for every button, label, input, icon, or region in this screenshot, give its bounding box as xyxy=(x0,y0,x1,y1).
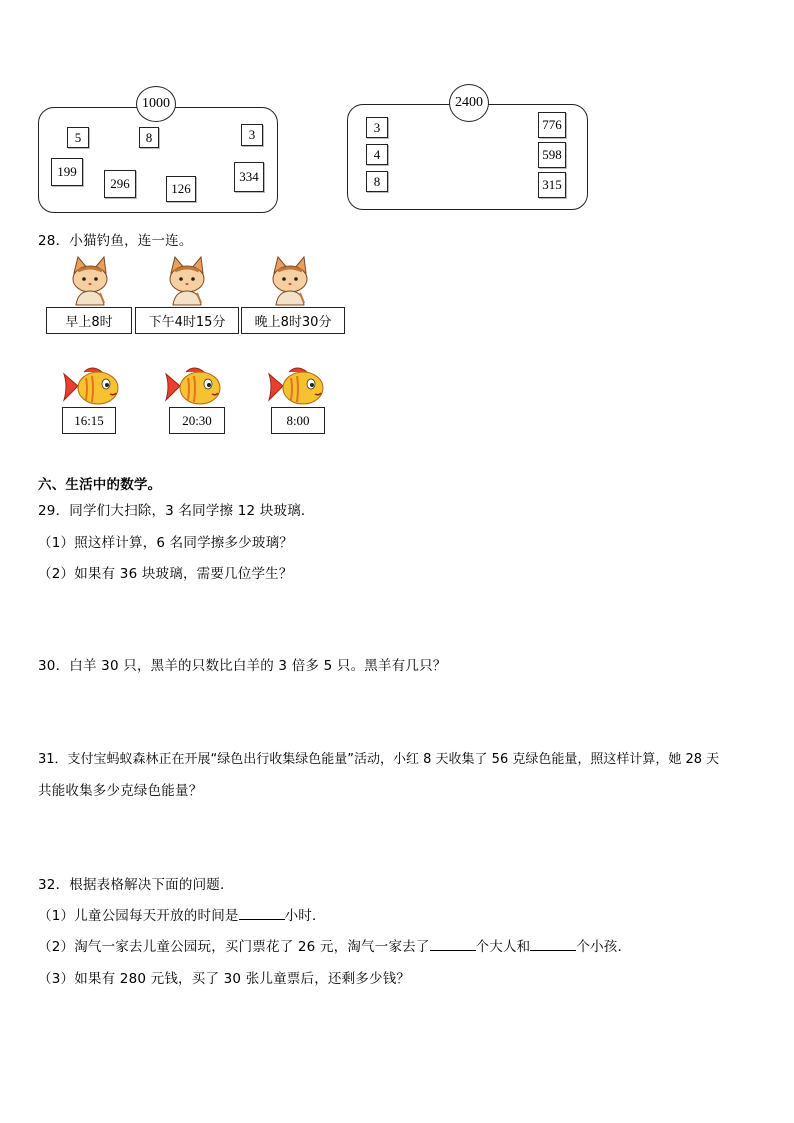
number-card-8[interactable]: 8 xyxy=(139,127,159,148)
number-card-199[interactable]: 199 xyxy=(51,158,83,186)
number-card-8-right[interactable]: 8 xyxy=(366,171,388,192)
fish-time-label-2[interactable]: 20:30 xyxy=(169,407,225,434)
answer-blank-adults[interactable] xyxy=(430,938,476,951)
number-card-776[interactable]: 776 xyxy=(538,112,566,138)
cat-icon xyxy=(66,255,114,307)
number-card-3-right[interactable]: 3 xyxy=(366,117,388,138)
number-card-3[interactable]: 3 xyxy=(241,124,263,146)
number-card-296[interactable]: 296 xyxy=(104,170,136,198)
q32-sub2-text-a: （2）淘气一家去儿童公园玩，买门票花了 26 元，淘气一家去了 xyxy=(38,939,430,955)
q29-sub1: （1）照这样计算，6 名同学擦多少玻璃？ xyxy=(38,535,293,551)
q32-stem: 32．根据表格解决下面的问题． xyxy=(38,877,234,893)
target-circle-2400: 2400 xyxy=(449,84,489,122)
q32-sub1-text-b: 小时． xyxy=(284,908,326,924)
cat-time-label-2[interactable]: 下午4时15分 xyxy=(135,307,239,334)
q28-title: 28．小猫钓鱼，连一连。 xyxy=(38,233,193,249)
q31-line2: 共能收集多少克绿色能量？ xyxy=(38,783,203,799)
number-card-315[interactable]: 315 xyxy=(538,172,566,198)
number-card-598[interactable]: 598 xyxy=(538,142,566,168)
q32-sub2 xyxy=(38,935,631,955)
target-circle-1000: 1000 xyxy=(136,86,176,122)
cat-time-label-1[interactable]: 早上8时 xyxy=(46,307,132,334)
cat-icon xyxy=(163,255,211,307)
fish-time-label-1[interactable]: 16:15 xyxy=(62,407,116,434)
section-6-title: 六、生活中的数学。 xyxy=(38,477,162,493)
fish-icon xyxy=(164,366,224,408)
q32-sub2-text-b: 个大人和 xyxy=(475,939,531,955)
number-card-126[interactable]: 126 xyxy=(166,176,196,202)
number-card-4[interactable]: 4 xyxy=(366,144,388,165)
q29-sub2: （2）如果有 36 块玻璃，需要几位学生？ xyxy=(38,566,293,582)
number-card-334[interactable]: 334 xyxy=(234,162,264,192)
q32-sub3: （3）如果有 280 元钱，买了 30 张儿童票后，还剩多少钱？ xyxy=(38,971,411,987)
q29-stem: 29．同学们大扫除，3 名同学擦 12 块玻璃． xyxy=(38,503,315,519)
cat-icon xyxy=(266,255,314,307)
q32-sub1 xyxy=(38,904,326,924)
fish-icon xyxy=(62,366,122,408)
fish-icon xyxy=(267,366,327,408)
number-card-5[interactable]: 5 xyxy=(67,127,89,148)
cat-time-label-3[interactable]: 晚上8时30分 xyxy=(241,307,345,334)
fish-time-label-3[interactable]: 8:00 xyxy=(271,407,325,434)
q32-sub1-text-a: （1）儿童公园每天开放的时间是 xyxy=(38,908,239,924)
q30-stem: 30．白羊 30 只，黑羊的只数比白羊的 3 倍多 5 只。黑羊有几只？ xyxy=(38,658,447,674)
answer-blank-hours[interactable] xyxy=(239,907,285,920)
answer-blank-children[interactable] xyxy=(530,938,576,951)
q32-sub2-text-c: 个小孩． xyxy=(576,939,632,955)
q31-line1: 31．支付宝蚂蚁森林正在开展“绿色出行收集绿色能量”活动，小红 8 天收集了 56 克绿色能量，照这样计算，她 28 天 xyxy=(38,752,720,767)
